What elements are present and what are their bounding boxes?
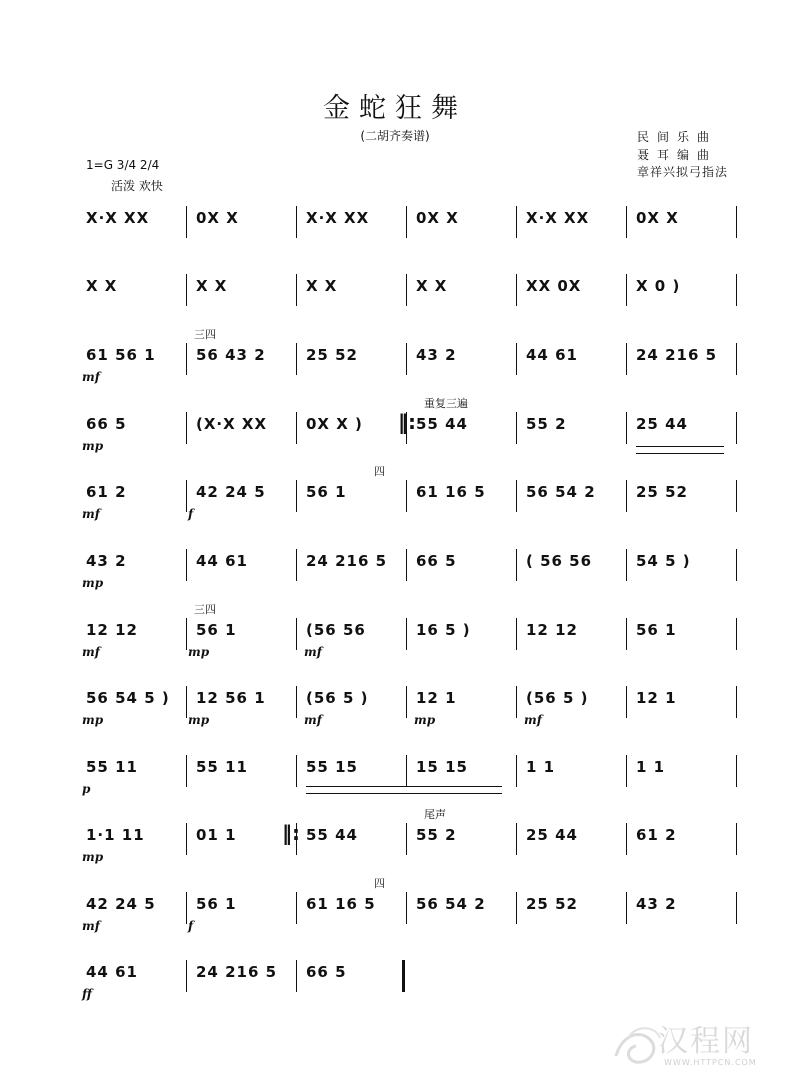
barline [736, 618, 737, 650]
barline [736, 274, 737, 306]
dynamic-mark: mf [524, 713, 542, 727]
measure: 24 216 5 [196, 963, 278, 981]
dynamic-mark: mp [188, 713, 210, 727]
barline [186, 823, 187, 855]
score-row [78, 956, 740, 1016]
barline [516, 892, 517, 924]
measure: 0X X [416, 209, 459, 227]
dynamic-mark: mp [82, 576, 104, 590]
measure: 12 12 [86, 621, 138, 639]
barline [626, 618, 627, 650]
barline [516, 480, 517, 512]
measure: 1 1 [526, 758, 556, 776]
barline [296, 960, 297, 992]
barline [406, 274, 407, 306]
measure: 56 1 [306, 483, 347, 501]
barline [516, 755, 517, 787]
measure: X·X XX [526, 209, 590, 227]
measure: 56 54 2 [416, 895, 486, 913]
barline [626, 549, 627, 581]
measure: 25 44 [636, 415, 688, 433]
measure: (X·X XX [196, 415, 268, 433]
measure: (56 5 ) [526, 689, 589, 707]
measure: X X [86, 277, 118, 295]
barline [406, 755, 407, 787]
measure: 25 44 [526, 826, 578, 844]
measure: 44 61 [86, 963, 138, 981]
barline [736, 755, 737, 787]
credit-origin: 民间乐曲 [637, 130, 718, 144]
barline [626, 892, 627, 924]
score-title: 金蛇狂舞 [323, 93, 467, 124]
dynamic-mark: mf [82, 370, 100, 384]
measure: 61 16 5 [416, 483, 486, 501]
barline [186, 343, 187, 375]
measure: 42 24 5 [196, 483, 266, 501]
dynamic-mark: f [188, 507, 194, 521]
performance-annotation: 四 [374, 465, 385, 478]
score-row [78, 751, 740, 811]
watermark-url: WWW.HTTPCN.COM [664, 1058, 757, 1067]
watermark-text: 汉程网 [658, 1024, 754, 1059]
barline [406, 618, 407, 650]
measure: 56 1 [196, 621, 237, 639]
barline [626, 343, 627, 375]
credit-bowing: 章祥兴拟弓指法 [637, 165, 729, 179]
measure: 43 2 [86, 552, 127, 570]
measure: 12 1 [636, 689, 677, 707]
measure: 61 56 1 [86, 346, 156, 364]
barline [516, 686, 517, 718]
measure: 56 1 [196, 895, 237, 913]
tempo-marking: 活泼 欢快 [111, 179, 163, 193]
barline [296, 343, 297, 375]
barline [626, 823, 627, 855]
dynamic-mark: mf [304, 713, 322, 727]
measure: 66 5 [306, 963, 347, 981]
measure: 43 2 [416, 346, 457, 364]
key-signature: 1=G 3/4 2/4 [86, 158, 160, 172]
score-row [78, 808, 740, 879]
performance-annotation: 三四 [194, 328, 216, 341]
measure: ( 56 56 [526, 552, 593, 570]
score-row [78, 603, 740, 674]
repeat-sign: ‖: [398, 410, 416, 434]
barline [626, 206, 627, 238]
dynamic-mark: mp [414, 713, 436, 727]
barline [736, 412, 737, 444]
barline [406, 892, 407, 924]
barline [186, 549, 187, 581]
measure: 43 2 [636, 895, 677, 913]
barline [516, 618, 517, 650]
measure: 44 61 [526, 346, 578, 364]
measure: 56 43 2 [196, 346, 266, 364]
decrescendo-line [306, 786, 502, 794]
measure: 1·1 11 [86, 826, 145, 844]
score-row [78, 328, 740, 399]
measure: 42 24 5 [86, 895, 156, 913]
barline [406, 549, 407, 581]
measure: 44 61 [196, 552, 248, 570]
barline [626, 274, 627, 306]
score-row [78, 465, 740, 536]
dynamic-mark: mf [82, 645, 100, 659]
dynamic-mark: ff [82, 987, 92, 1001]
performance-annotation: 三四 [194, 603, 216, 616]
measure: 55 15 [306, 758, 358, 776]
repeat-sign: ‖: [282, 821, 300, 845]
measure: 12 56 1 [196, 689, 266, 707]
barline [516, 206, 517, 238]
measure: 56 54 5 ) [86, 689, 170, 707]
measure: 1 1 [636, 758, 666, 776]
measure: 55 11 [196, 758, 248, 776]
barline [186, 755, 187, 787]
barline [626, 412, 627, 444]
barline [186, 960, 187, 992]
barline [516, 823, 517, 855]
barline [406, 823, 407, 855]
barline [186, 274, 187, 306]
barline [516, 549, 517, 581]
dynamic-mark: mp [188, 645, 210, 659]
dynamic-mark: mp [82, 439, 104, 453]
measure: 01 1 [196, 826, 237, 844]
measure: 24 216 5 [636, 346, 718, 364]
barline [296, 755, 297, 787]
measure: 0X X ) [306, 415, 363, 433]
dynamic-mark: mp [82, 850, 104, 864]
barline [186, 412, 187, 444]
barline [296, 480, 297, 512]
barline [296, 274, 297, 306]
measure: X X [306, 277, 338, 295]
barline [516, 412, 517, 444]
measure: (56 56 [306, 621, 366, 639]
score-row [78, 270, 740, 330]
measure: X X [416, 277, 448, 295]
barline [736, 480, 737, 512]
measure: 25 52 [306, 346, 358, 364]
barline [736, 343, 737, 375]
measure: 61 2 [86, 483, 127, 501]
measure: 0X X [636, 209, 679, 227]
measure: 66 5 [86, 415, 127, 433]
barline [296, 686, 297, 718]
barline [626, 686, 627, 718]
dynamic-mark: p [82, 782, 91, 796]
measure: 15 15 [416, 758, 468, 776]
score-row [78, 682, 740, 742]
measure: X X [196, 277, 228, 295]
barline [736, 686, 737, 718]
measure: 0X X [196, 209, 239, 227]
barline [296, 206, 297, 238]
final-barline [402, 960, 405, 992]
measure: X·X XX [86, 209, 150, 227]
measure: 56 1 [636, 621, 677, 639]
measure: 55 44 [306, 826, 358, 844]
barline [516, 274, 517, 306]
barline [296, 549, 297, 581]
barline [626, 755, 627, 787]
measure: 61 2 [636, 826, 677, 844]
barline [516, 343, 517, 375]
barline [736, 206, 737, 238]
measure: 25 52 [526, 895, 578, 913]
barline [186, 686, 187, 718]
score-row [78, 202, 740, 262]
decrescendo-line [636, 446, 724, 454]
measure: X·X XX [306, 209, 370, 227]
score-subtitle: (二胡齐奏谱) [360, 129, 430, 143]
measure: 54 5 ) [636, 552, 691, 570]
measure: 12 1 [416, 689, 457, 707]
measure: 66 5 [416, 552, 457, 570]
barline [626, 480, 627, 512]
credit-arranger: 聂耳编曲 [637, 148, 718, 162]
measure: (56 5 ) [306, 689, 369, 707]
score-row [78, 877, 740, 948]
measure: 55 44 [416, 415, 468, 433]
dynamic-mark: f [188, 919, 194, 933]
measure: 61 16 5 [306, 895, 376, 913]
measure: 12 12 [526, 621, 578, 639]
measure: 56 54 2 [526, 483, 596, 501]
measure: X 0 ) [636, 277, 681, 295]
barline [186, 480, 187, 512]
measure: 25 52 [636, 483, 688, 501]
barline [406, 343, 407, 375]
barline [736, 549, 737, 581]
measure: 16 5 ) [416, 621, 471, 639]
barline [186, 618, 187, 650]
dynamic-mark: mf [82, 507, 100, 521]
dynamic-mark: mp [82, 713, 104, 727]
performance-annotation: 尾声 [424, 808, 446, 821]
barline [296, 412, 297, 444]
measure: 24 216 5 [306, 552, 388, 570]
performance-annotation: 四 [374, 877, 385, 890]
score-row [78, 545, 740, 605]
barline [406, 480, 407, 512]
measure: 55 2 [416, 826, 457, 844]
barline [736, 823, 737, 855]
measure: 55 11 [86, 758, 138, 776]
barline [186, 892, 187, 924]
barline [296, 892, 297, 924]
performance-annotation: 重复三遍 [424, 397, 468, 410]
barline [406, 686, 407, 718]
measure: XX 0X [526, 277, 582, 295]
dynamic-mark: mf [82, 919, 100, 933]
dynamic-mark: mf [304, 645, 322, 659]
measure: 55 2 [526, 415, 567, 433]
barline [736, 892, 737, 924]
barline [296, 618, 297, 650]
barline [406, 206, 407, 238]
barline [186, 206, 187, 238]
